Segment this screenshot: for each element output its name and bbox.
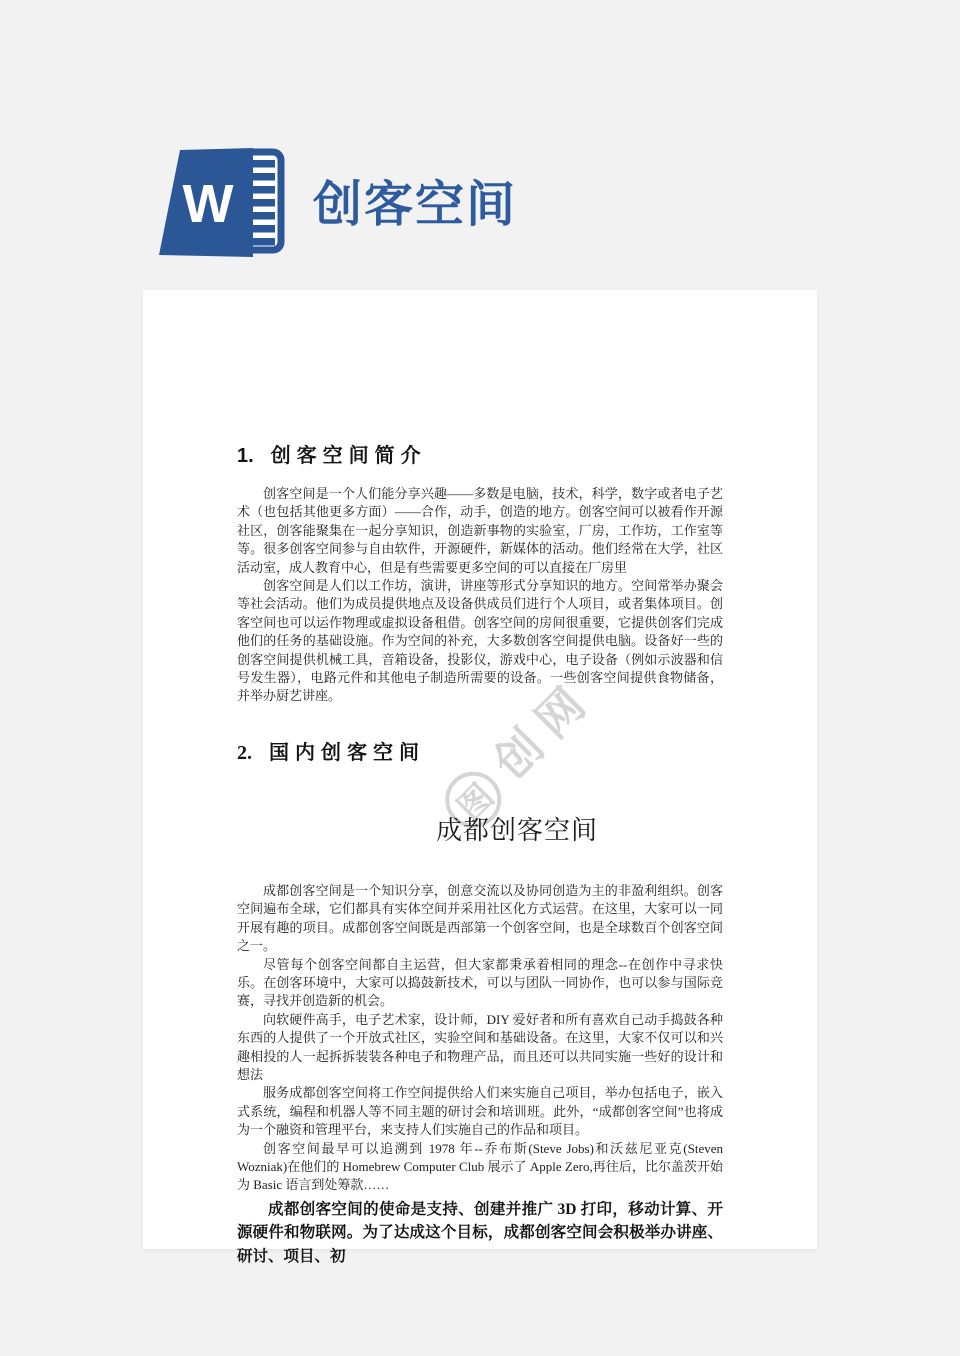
watermark-char: 网: [525, 678, 595, 748]
section-heading-2: [237, 736, 723, 765]
watermark-logo-char: 图: [450, 776, 502, 828]
section-heading-1: [237, 439, 723, 468]
word-logo-icon: [150, 145, 287, 263]
heading-number: 2.: [237, 741, 252, 764]
page-title: 创客空间: [313, 178, 518, 232]
paragraph: 成都创客空间是一个知识分享，创意交流以及协同创造为主的非盈利组织。创客空间遍布全球，它们都具有实体空间并采用社区化方式运营。在这里，大家可以一同开展有趣的项目。成都创客空间既是西部第一个创客空间，也是全球数百个创客空间之一。: [237, 882, 723, 954]
heading-text: 国内创客空间: [269, 741, 425, 764]
watermark-char: 创: [483, 719, 554, 790]
paragraph-bold: 成都创客空间的使命是支持、创建并推广 3D 打印，移动计算、开源硬件和物联网。为了达成这个目标，成都创客空间会积极举办讲座、研讨、项目、初: [237, 1200, 723, 1265]
paragraph: 向软硬件高手，电子艺术家，设计师，DIY 爱好者和所有喜欢自己动手捣鼓各种东西的人提供了一个开放式社区，实验空间和基础设备。在这里，大家不仅可以和兴趣相投的人一起拆拆装装各种电子和物理产品，而且还可以共同实施一些好的设计和想法: [237, 1011, 723, 1082]
page-content: [237, 290, 723, 1268]
heading-text: 创客空间简介: [270, 445, 427, 467]
paragraph: 服务成都创客空间将工作空间提供给人们来实施自己项目，举办包括电子，嵌入式系统，编程和机器人等不同主题的研讨会和培训班。此外，“成都创客空间”也将成为一个融资和管理平台，来支持人们实施自己的作品和项目。: [237, 1085, 723, 1138]
paragraph: 创客空间是一个人们能分享兴趣——多数是电脑，技术，科学，数字或者电子艺术（也包括其他更多方面）——合作，动手，创造的地方。创客空间可以被看作开源社区，创客能聚集在一起分享知识，创造新事物的实验室，厂房，工作坊，工作室等等。很多创客空间参与自由软件，开源硬件，新媒体的活动。他们经常在大学，社区活动室，成人教育中心，但是有些需要更多空间的可以直接在厂房里: [237, 486, 723, 575]
document-page: [143, 290, 817, 1265]
document-header: [150, 145, 517, 263]
logo-w-letter: W: [182, 174, 234, 234]
paragraph: 创客空间是人们以工作坊，演讲，讲座等形式分享知识的地方。空间常举办聚会等社会活动。他们为成员提供地点及设备供成员们进行个人项目，或者集体项目。创客空间也可以运作物理或虚拟设备租借。创客空间的房间很重要，它提供创客们完成他们的任务的基础设施。作为空间的补充，大多数创客空间提供电脑。设备好一些的创客空间提供机械工具，音箱设备，投影仪，游戏中心，电子设备（例如示波器和信号发生器），电路元件和其他电子制造所需要的设备。一些创客空间提供食物储备，并举办厨艺讲座。: [237, 578, 723, 704]
paragraph: 尽管每个创客空间都自主运营，但大家都秉承着相同的理念--在创作中寻求快乐。在创客环境中，大家可以捣鼓新技术，可以与团队一同协作，也可以参与国际竞赛，寻找并创造新的机会。: [237, 956, 723, 1009]
heading-number: 1.: [237, 445, 254, 467]
paragraph: 创客空间最早可以追溯到 1978 年--乔布斯(Steve Jobs)和沃兹尼亚克(Steven Wozniak)在他们的 Homebrew Computer Club 展示了 Apple Zero,再往后，比尔盖茨开始为 Basic 语言到处筹款……: [237, 1140, 723, 1193]
document-subtitle: 成都创客空间: [435, 815, 598, 845]
